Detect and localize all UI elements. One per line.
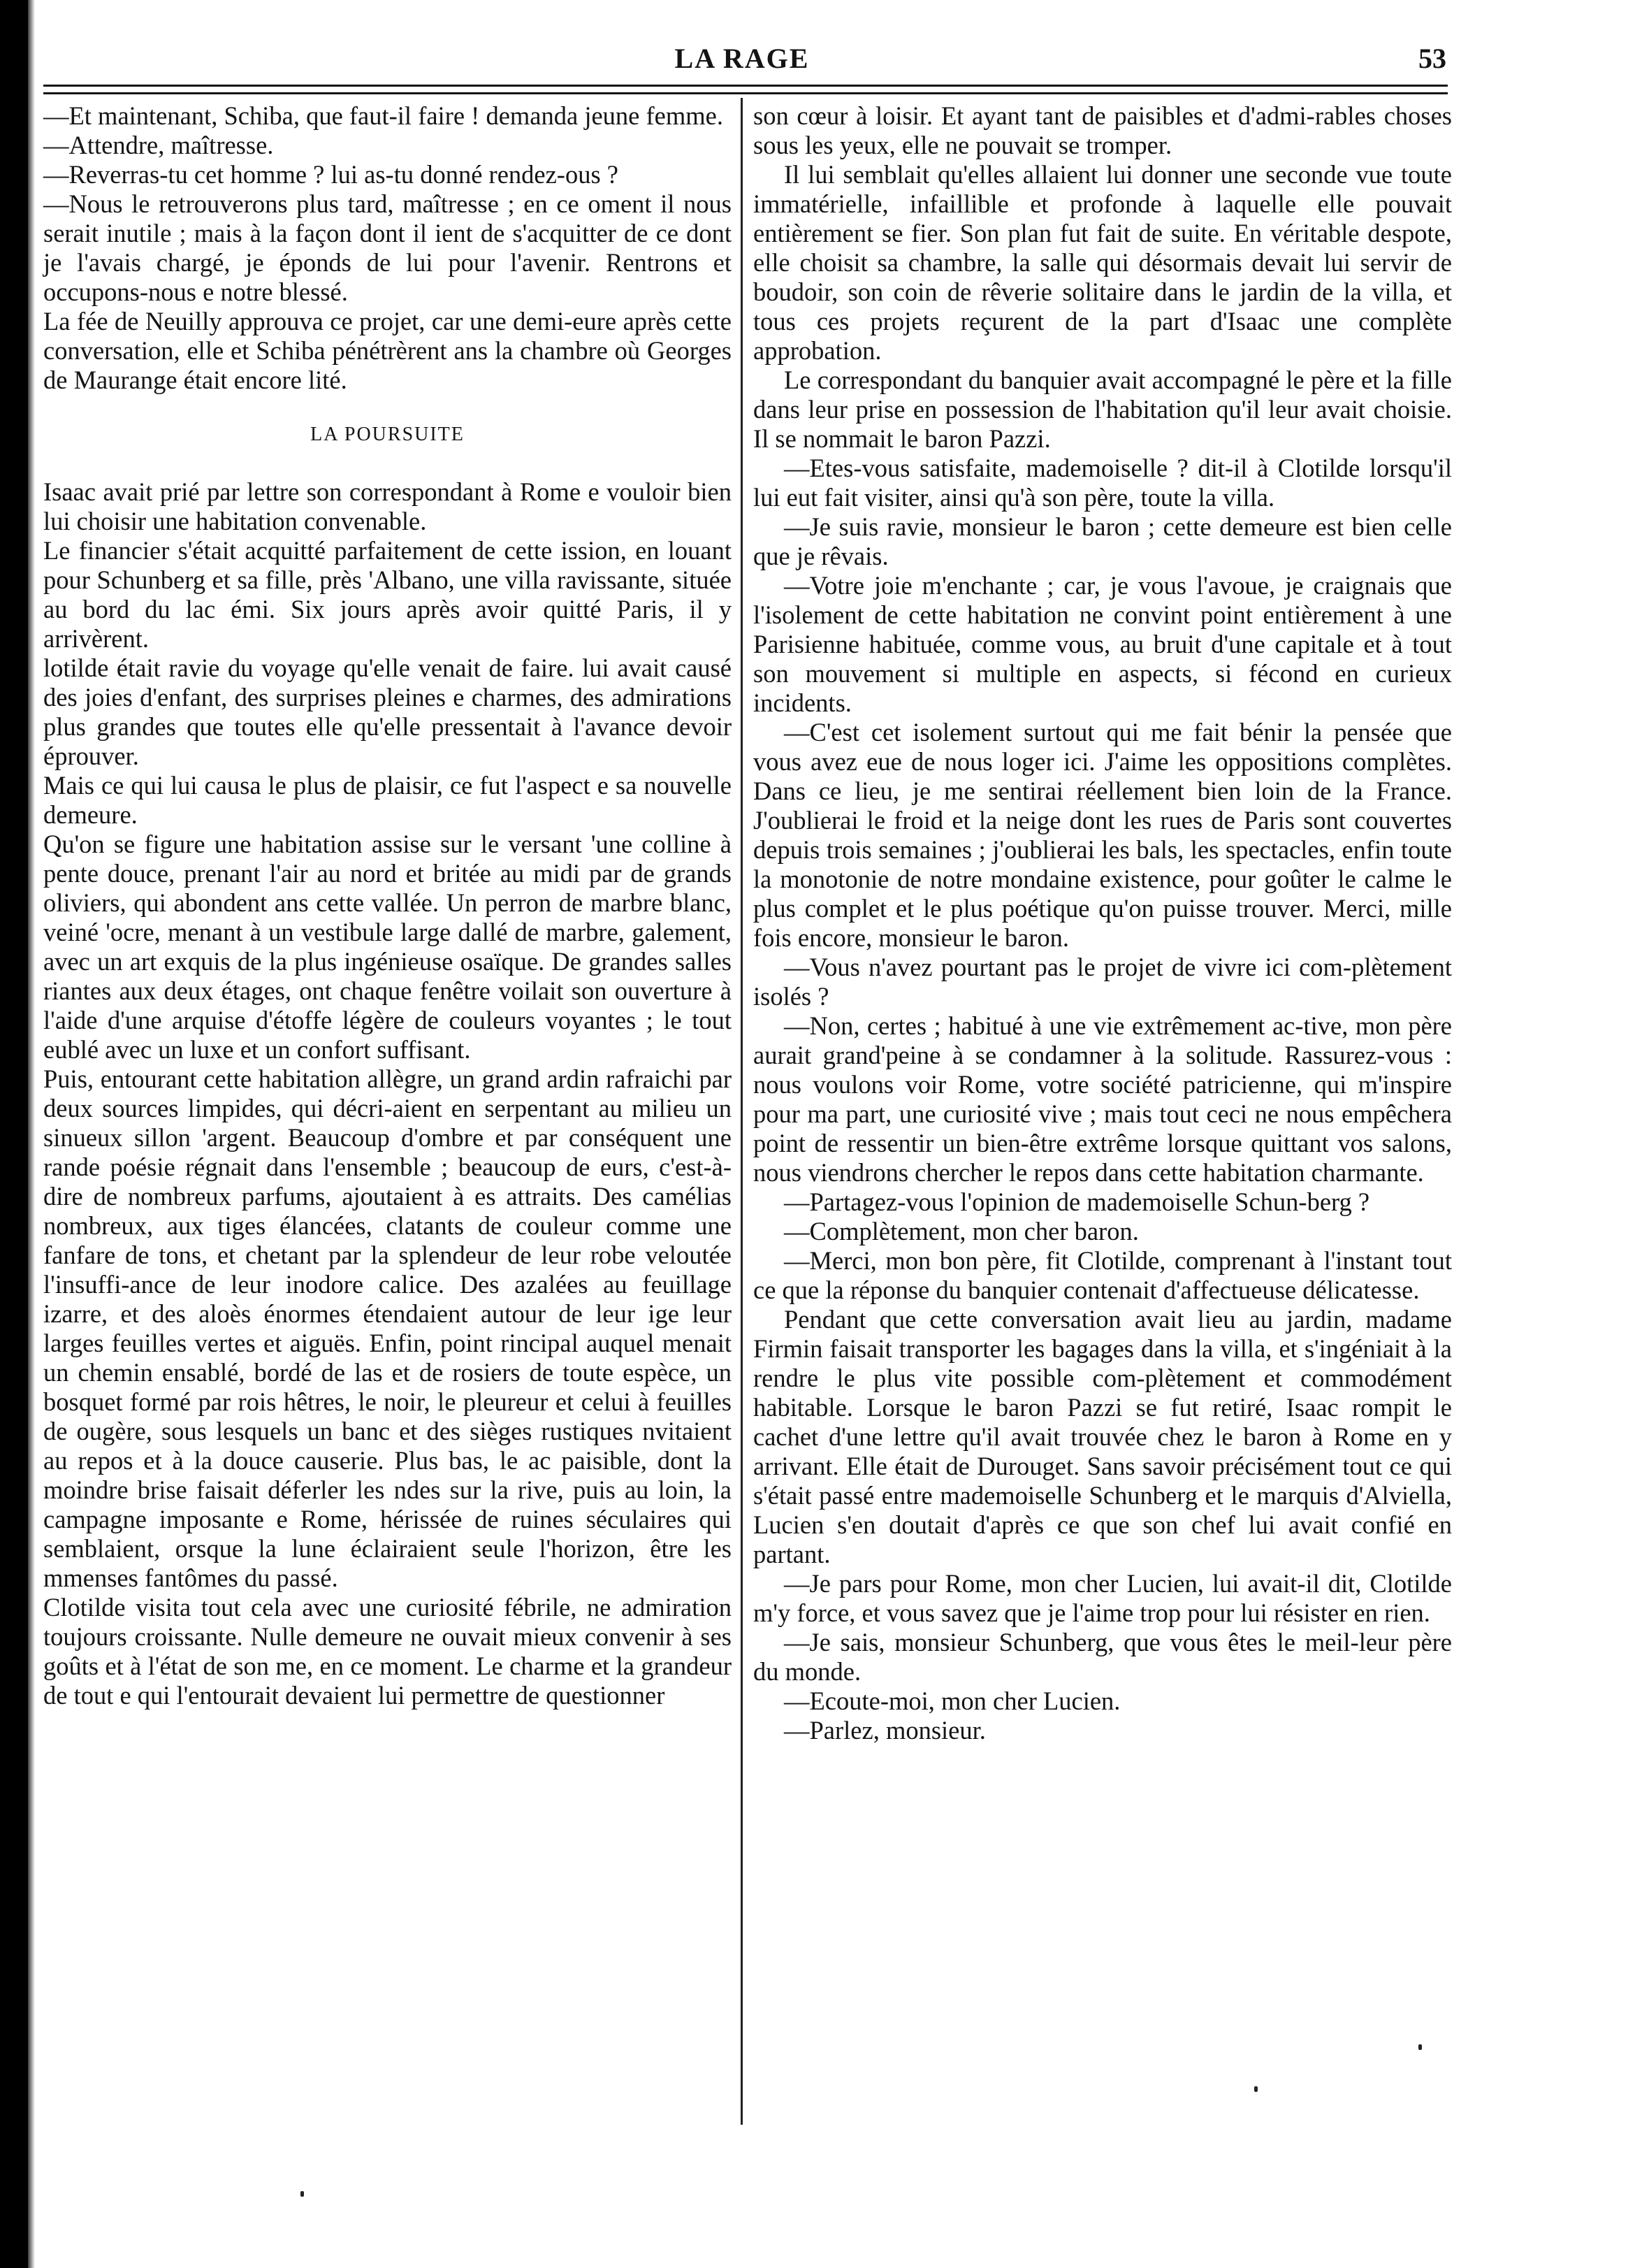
paragraph: Le financier s'était acquitté parfaitement de cette ission, en louant pour Schunberg et sa fille, près 'Albano, une villa ravissante, située au bord du lac émi. Six jours après avoir quitté Paris, il y arrivèrent. — [43, 536, 732, 653]
paragraph: Isaac avait prié par lettre son correspondant à Rome e vouloir bien lui choisir une habitation convenable. — [43, 477, 732, 535]
paragraph: —Votre joie m'enchante ; car, je vous l'avoue, je craignais que l'isolement de cette habitation ne convint point entièrement à une Parisienne habituée, comme vous, au bruit d'une capitale et à tout son mouvement si multiple en aspects, si fécond en curieux incidents. — [753, 571, 1452, 717]
left-column — [43, 101, 732, 1710]
paragraph: Qu'on se figure une habitation assise sur le versant 'une colline à pente douce, prenant l'air au nord et britée au midi par de grands oliviers, qui abondent ans cette vallée. Un perron de marbre blanc, veiné 'ocre, menant à un vestibule large dallé de marbre, galement, avec un art exquis de la plus ingénieuse osaïque. De grandes salles riantes aux deux étages, ont chaque fenêtre voilait son ouverture à l'aide d'une arquise d'étoffe légère de couleurs voyantes ; le tout eublé avec un luxe et un confort suffisant. — [43, 830, 732, 1064]
paragraph: Il lui semblait qu'elles allaient lui donner une seconde vue toute immatérielle, infaillible et profonde à laquelle elle pouvait entièrement se fier. Son plan fut fait de suite. En véritable despote, elle choisit sa chambre, la salle qui désormais devait lui servir de boudoir, son coin de rêverie solitaire dans le jardin de la villa, et tous ces projets reçurent de la part d'Isaac une complète approbation. — [753, 160, 1452, 365]
paragraph: —C'est cet isolement surtout qui me fait bénir la pensée que vous avez eue de nous loger ici. J'aime les oppositions complètes. Dans ce lieu, je me sentirai réellement bien loin de la France. J'oublierai le froid et la neige dont les rues de Paris sont couvertes depuis trois semaines ; j'oublierai les bals, les spectacles, enfin toute la monotonie de notre mondaine existence, pour goûter le calme le plus complet et le plus poétique qu'on puisse trouver. Merci, mille fois encore, monsieur le baron. — [753, 718, 1452, 952]
paragraph: Le correspondant du banquier avait accompagné le père et la fille dans leur prise en possession de l'habitation qu'il leur avait choisie. Il se nommait le baron Pazzi. — [753, 366, 1452, 453]
paragraph: lotilde était ravie du voyage qu'elle venait de faire. lui avait causé des joies d'enfant, des surprises pleines e charmes, des admirations plus grandes que toutes elle qu'elle pressentait à l'avance devoir éprouver. — [43, 653, 732, 770]
paragraph: —Je suis ravie, monsieur le baron ; cette demeure est bien celle que je rêvais. — [753, 512, 1452, 570]
paragraph: —Merci, mon bon père, fit Clotilde, comprenant à l'instant tout ce que la réponse du banquier contenait d'affectueuse délicatesse. — [753, 1246, 1452, 1304]
ink-speck — [300, 2191, 304, 2197]
paragraph: Mais ce qui lui causa le plus de plaisir, ce fut l'aspect e sa nouvelle demeure. — [43, 771, 732, 829]
paragraph: La fée de Neuilly approuva ce projet, car une demi-eure après cette conversation, elle et Schiba pénétrèrent ans la chambre où Georges de Maurange était encore lité. — [43, 307, 732, 394]
paragraph: —Parlez, monsieur. — [784, 1716, 986, 1745]
paragraph: Puis, entourant cette habitation allègre, un grand ardin rafraichi par deux sources limpides, qui décri-aient en serpentant au milieu un sinueux sillon 'argent. Beaucoup d'ombre et par conséquent une rande poésie régnait dans l'ensemble ; beaucoup de eurs, c'est-à-dire de nombreux parfums, ajoutaient à es attraits. Des camélias nombreux, aux tiges élancées, clatants de couleur comme une fanfare de tons, et chetant par la splendeur de leur robe veloutée l'insuffi-ance de leur inodore calice. Des azalées au feuillage izarre, et des aloès énormes étendaient autour de leur ige leur larges feuilles vertes et aiguës. Enfin, point rincipal auquel menait un chemin ensablé, bordé de las et de rosiers de toute espèce, un bosquet formé par rois hêtres, le noir, le pleureur et celui à feuilles de ougère, sous lesquels un banc et des sièges rustiques nvitaient au repos et à la douce causerie. Plus bas, le ac paisible, dont la moindre brise faisait déferler les ndes sur la rive, puis au loin, la campagne imposante e Rome, hérissée de ruines séculaires qui semblaient, orsque la lune éclairaient seule l'horizon, être les mmenses fantômes du passé. — [43, 1064, 732, 1592]
paragraph: —Et maintenant, Schiba, que faut-il faire ! demanda jeune femme. — [43, 101, 723, 130]
ink-speck — [1254, 2086, 1258, 2092]
book-binding-shadow — [0, 0, 28, 2268]
header-rule — [43, 85, 1448, 94]
ink-speck — [1418, 2044, 1422, 2050]
paragraph: Clotilde visita tout cela avec une curiosité fébrile, ne admiration toujours croissante. Nulle demeure ne ouvait mieux convenir à ses goûts et à l'état de son me, en ce moment. Le charme et la grandeur de tout e qui l'entourait devaient lui permettre de questionner — [43, 1593, 732, 1710]
section-heading: LA POURSUITE — [310, 424, 465, 445]
paragraph: —Je sais, monsieur Schunberg, que vous êtes le meil-leur père du monde. — [753, 1628, 1452, 1686]
page-header — [43, 42, 1446, 84]
paragraph: —Je pars pour Rome, mon cher Lucien, lui avait-il dit, Clotilde m'y force, et vous savez que je l'aime trop pour lui résister en rien. — [753, 1569, 1452, 1627]
page-number: 53 — [1418, 43, 1446, 74]
paragraph: —Partagez-vous l'opinion de mademoiselle Schun-berg ? — [784, 1187, 1370, 1216]
paragraph: son cœur à loisir. Et ayant tant de paisibles et d'admi-rables choses sous les yeux, elle ne pouvait se tromper. — [753, 101, 1452, 159]
right-column — [753, 101, 1452, 1745]
binding-edge-gradient — [28, 0, 35, 2268]
paragraph: —Vous n'avez pourtant pas le projet de vivre ici com-plètement isolés ? — [753, 953, 1452, 1011]
column-divider — [741, 98, 743, 2125]
paragraph: —Non, certes ; habitué à une vie extrêmement ac-tive, mon père aurait grand'peine à se condamner à la solitude. Rassurez-vous : nous voulons voir Rome, votre société patricienne, qui m'inspire pour ma part, une curiosité vive ; mais tout ceci ne nous empêchera point de ressentir un bien-être extrême lorsque quittant vos salons, nous viendrons chercher le repos dans cette habitation charmante. — [753, 1011, 1452, 1187]
paragraph: —Reverras-tu cet homme ? lui as-tu donné rendez-ous ? — [43, 160, 618, 189]
paragraph: —Ecoute-moi, mon cher Lucien. — [784, 1686, 1121, 1715]
running-title: LA RAGE — [674, 43, 810, 74]
paragraph: Pendant que cette conversation avait lieu au jardin, madame Firmin faisait transporter les bagages dans la villa, et s'ingéniait à la rendre le plus vite possible com-plètement et commodément habitable. Lorsque le baron Pazzi se fut retiré, Isaac rompit le cachet d'une lettre qu'il avait trouvée chez le baron à Rome en y arrivant. Elle était de Durouget. Sans savoir précisément tout ce qui s'était passé entre mademoiselle Schunberg et le marquis d'Alviella, Lucien s'en doutait d'après ce que son chef lui avait confié en partant. — [753, 1305, 1452, 1568]
paragraph: —Attendre, maîtresse. — [43, 131, 274, 159]
paragraph: —Complètement, mon cher baron. — [784, 1217, 1139, 1245]
paragraph: —Etes-vous satisfaite, mademoiselle ? dit-il à Clotilde lorsqu'il lui eut fait visiter, ainsi qu'à son père, toute la villa. — [753, 454, 1452, 512]
paragraph: —Nous le retrouverons plus tard, maîtresse ; en ce oment il nous serait inutile ; mais à la façon dont il ient de s'acquitter de ce dont je l'avais chargé, je éponds de lui pour l'avenir. Rentrons et occupons-nous e notre blessé. — [43, 189, 732, 306]
